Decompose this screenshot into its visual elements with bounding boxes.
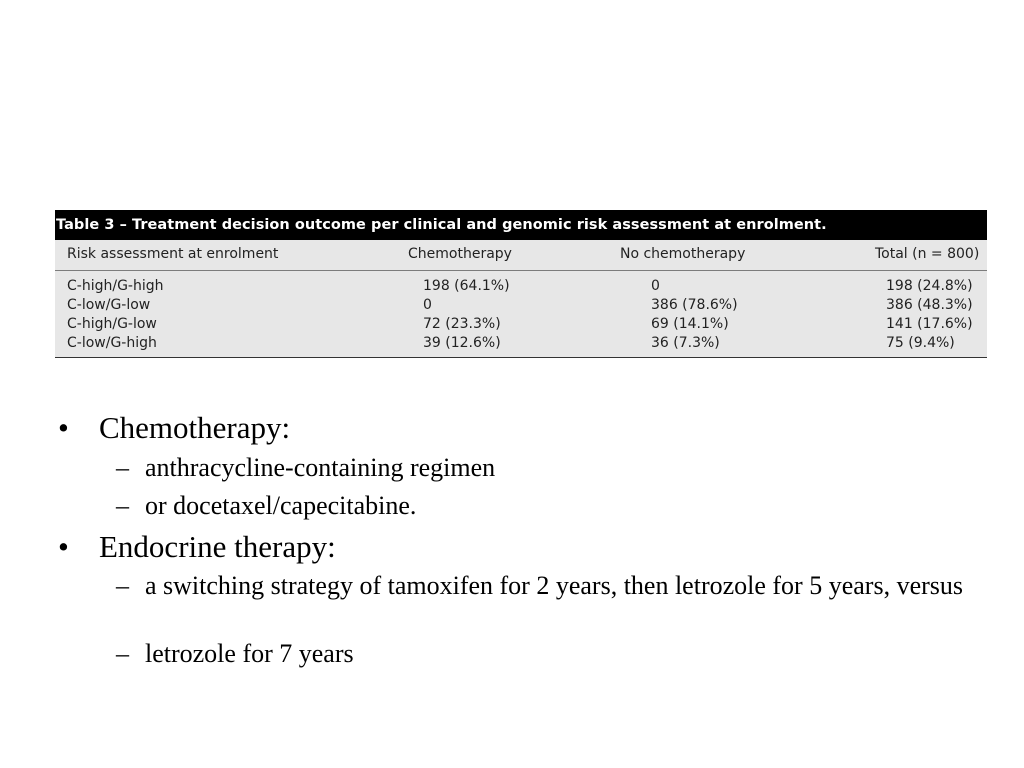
cell-chemotherapy: 72 (23.3%) [423, 316, 501, 332]
dash-icon: – [116, 571, 129, 600]
table-body [55, 271, 987, 358]
cell-total: 75 (9.4%) [886, 335, 955, 351]
cell-no-chemotherapy: 36 (7.3%) [651, 335, 720, 351]
sub-bullet-text: anthracycline-containing regimen [145, 453, 496, 482]
table-row [55, 278, 987, 297]
sub-bullet-text: letrozole for 7 years [145, 639, 354, 668]
cell-chemotherapy: 39 (12.6%) [423, 335, 501, 351]
header-total: Total (n = 800) [875, 246, 980, 262]
sub-bullet-text: or docetaxel/capecitabine. [145, 491, 417, 520]
sub-bullet-text: a switching strategy of tamoxifen for 2 years, then letrozole for 5 years, versus [145, 571, 964, 600]
header-no-chemotherapy: No chemotherapy [620, 246, 746, 262]
cell-chemotherapy: 198 (64.1%) [423, 278, 510, 294]
cell-no-chemotherapy: 386 (78.6%) [651, 297, 738, 313]
table-row [55, 335, 987, 354]
table-row [55, 297, 987, 316]
table-row [55, 316, 987, 335]
results-table [55, 210, 987, 358]
dash-icon: – [116, 453, 129, 482]
bullet-label: Endocrine therapy: [99, 529, 336, 564]
cell-total: 386 (48.3%) [886, 297, 973, 313]
cell-chemotherapy: 0 [423, 297, 432, 313]
dash-icon: – [116, 639, 129, 668]
bullet-dot-icon: • [58, 529, 69, 564]
cell-risk: C-low/G-high [67, 335, 157, 351]
cell-risk: C-high/G-high [67, 278, 164, 294]
cell-total: 198 (24.8%) [886, 278, 973, 294]
bullet-label: Chemotherapy: [99, 410, 291, 445]
cell-risk: C-low/G-low [67, 297, 151, 313]
cell-no-chemotherapy: 0 [651, 278, 660, 294]
cell-total: 141 (17.6%) [886, 316, 973, 332]
header-chemotherapy: Chemotherapy [408, 246, 512, 262]
dash-icon: – [116, 491, 129, 520]
header-risk: Risk assessment at enrolment [67, 246, 279, 262]
cell-no-chemotherapy: 69 (14.1%) [651, 316, 729, 332]
table-header-row [55, 240, 987, 271]
bullet-dot-icon: • [58, 410, 69, 445]
cell-risk: C-high/G-low [67, 316, 157, 332]
table-caption: Table 3 – Treatment decision outcome per clinical and genomic risk assessment at enrolment. [55, 210, 987, 240]
